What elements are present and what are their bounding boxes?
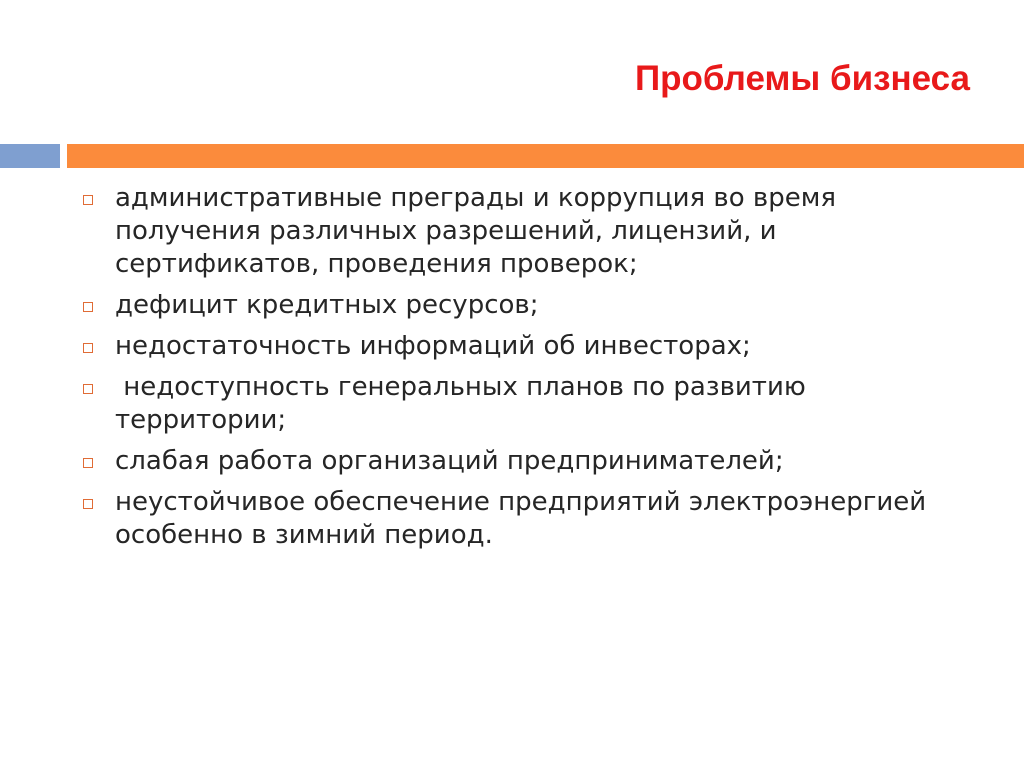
bullet-text: слабая работа организаций предпринимателей; <box>115 446 784 476</box>
square-bullet-icon <box>83 302 93 312</box>
bullet-item <box>78 486 938 552</box>
bullet-item <box>78 330 938 363</box>
bullet-text: административные преграды и коррупция во время получения различных разрешений, лицензий, и сертификатов, проведения проверок; <box>115 183 836 279</box>
bullet-item <box>78 182 938 281</box>
square-bullet-icon <box>83 499 93 509</box>
bullet-item <box>78 289 938 322</box>
bullet-text: недоступность генеральных планов по развитию территории; <box>115 372 815 435</box>
square-bullet-icon <box>83 458 93 468</box>
bullet-text: дефицит кредитных ресурсов; <box>115 290 539 320</box>
slide-title: Проблемы бизнеса <box>635 59 970 98</box>
accent-bar-blue <box>0 144 60 168</box>
accent-bar-orange <box>67 144 1024 168</box>
bullet-text: неустойчивое обеспечение предприятий электроэнергией особенно в зимний период. <box>115 487 927 550</box>
square-bullet-icon <box>83 195 93 205</box>
bullet-list <box>78 182 938 560</box>
bullet-item <box>78 445 938 478</box>
square-bullet-icon <box>83 343 93 353</box>
bullet-text: недостаточность информаций об инвесторах; <box>115 331 751 361</box>
square-bullet-icon <box>83 384 93 394</box>
bullet-item <box>78 371 938 437</box>
